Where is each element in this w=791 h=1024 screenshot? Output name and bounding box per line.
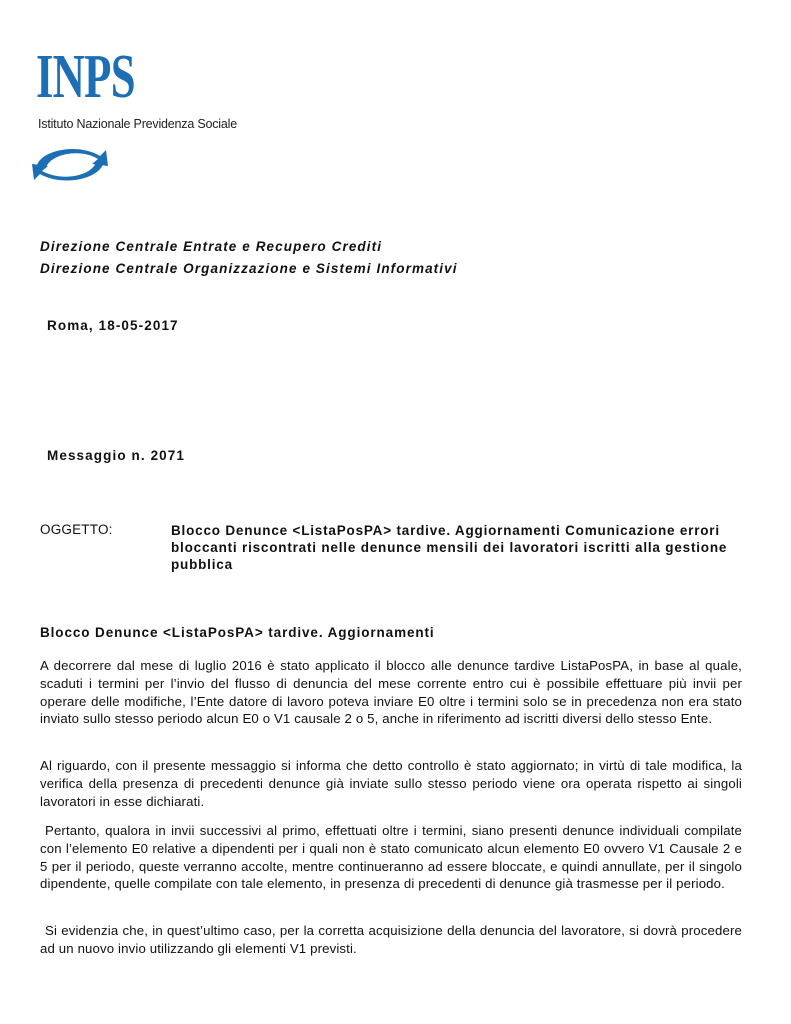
document-date: Roma, 18-05-2017 <box>47 318 179 333</box>
department-line-1: Direzione Centrale Entrate e Recupero Crediti <box>40 239 383 254</box>
subject-label: OGGETTO: <box>40 522 113 537</box>
subject-text: Blocco Denunce <ListaPosPA> tardive. Aggiornamenti Comunicazione errori bloccanti riscontrati nelle denunce mensili dei lavoratori iscritti alla gestione pubblica <box>171 523 728 572</box>
body-paragraph-1: A decorrere dal mese di luglio 2016 è stato applicato il blocco alle denunce tardive ListaPosPA, in base al quale, scaduti i termini per l’invio del flusso di denuncia del mese corrente entro cui è possibile effettuare più invii per operare delle modifiche, l’Ente datore di lavoro poteva inviare E0 oltre i termini solo se in precedenza non era stato inviato sullo stesso periodo alcun E0 o V1 causale 2 o 5, anche in riferimento ad iscritti diversi dello stesso Ente. <box>40 658 742 727</box>
inps-logo-wordmark: INPS <box>36 43 135 111</box>
department-line-2: Direzione Centrale Organizzazione e Sistemi Informativi <box>40 261 458 276</box>
body-paragraph-2: Al riguardo, con il presente messaggio si informa che detto controllo è stato aggiornato; in virtù di tale modifica, la verifica della presenza di precedenti denunce già inviate sullo stesso periodo viene ora operata rispetto ai singoli lavoratori in esse dichiarati. <box>40 758 742 809</box>
section-heading: Blocco Denunce <ListaPosPA> tardive. Aggiornamenti <box>40 625 435 640</box>
message-number: Messaggio n. 2071 <box>47 448 185 463</box>
inps-logo-subtitle: Istituto Nazionale Previdenza Sociale <box>38 117 237 131</box>
inps-swirl-logo-icon <box>28 140 112 188</box>
body-paragraph-3: Pertanto, qualora in invii successivi al primo, effettuati oltre i termini, siano presenti denunce individuali compilate con l’elemento E0 relative a dipendenti per i quali non è stato comunicato alcun elemento E0 ovvero V1 Causale 2 e 5 per il periodo, queste verranno accolte, mentre continueranno ad essere bloccate, e quindi annullate, per il singolo dipendente, quelle compilate con tale elemento, in presenza di precedenti di denunce già trasmesse per il periodo. <box>40 823 742 892</box>
body-paragraph-4: Si evidenzia che, in quest’ultimo caso, per la corretta acquisizione della denuncia del lavoratore, si dovrà procedere ad un nuovo invio utilizzando gli elementi V1 previsti. <box>40 923 742 956</box>
